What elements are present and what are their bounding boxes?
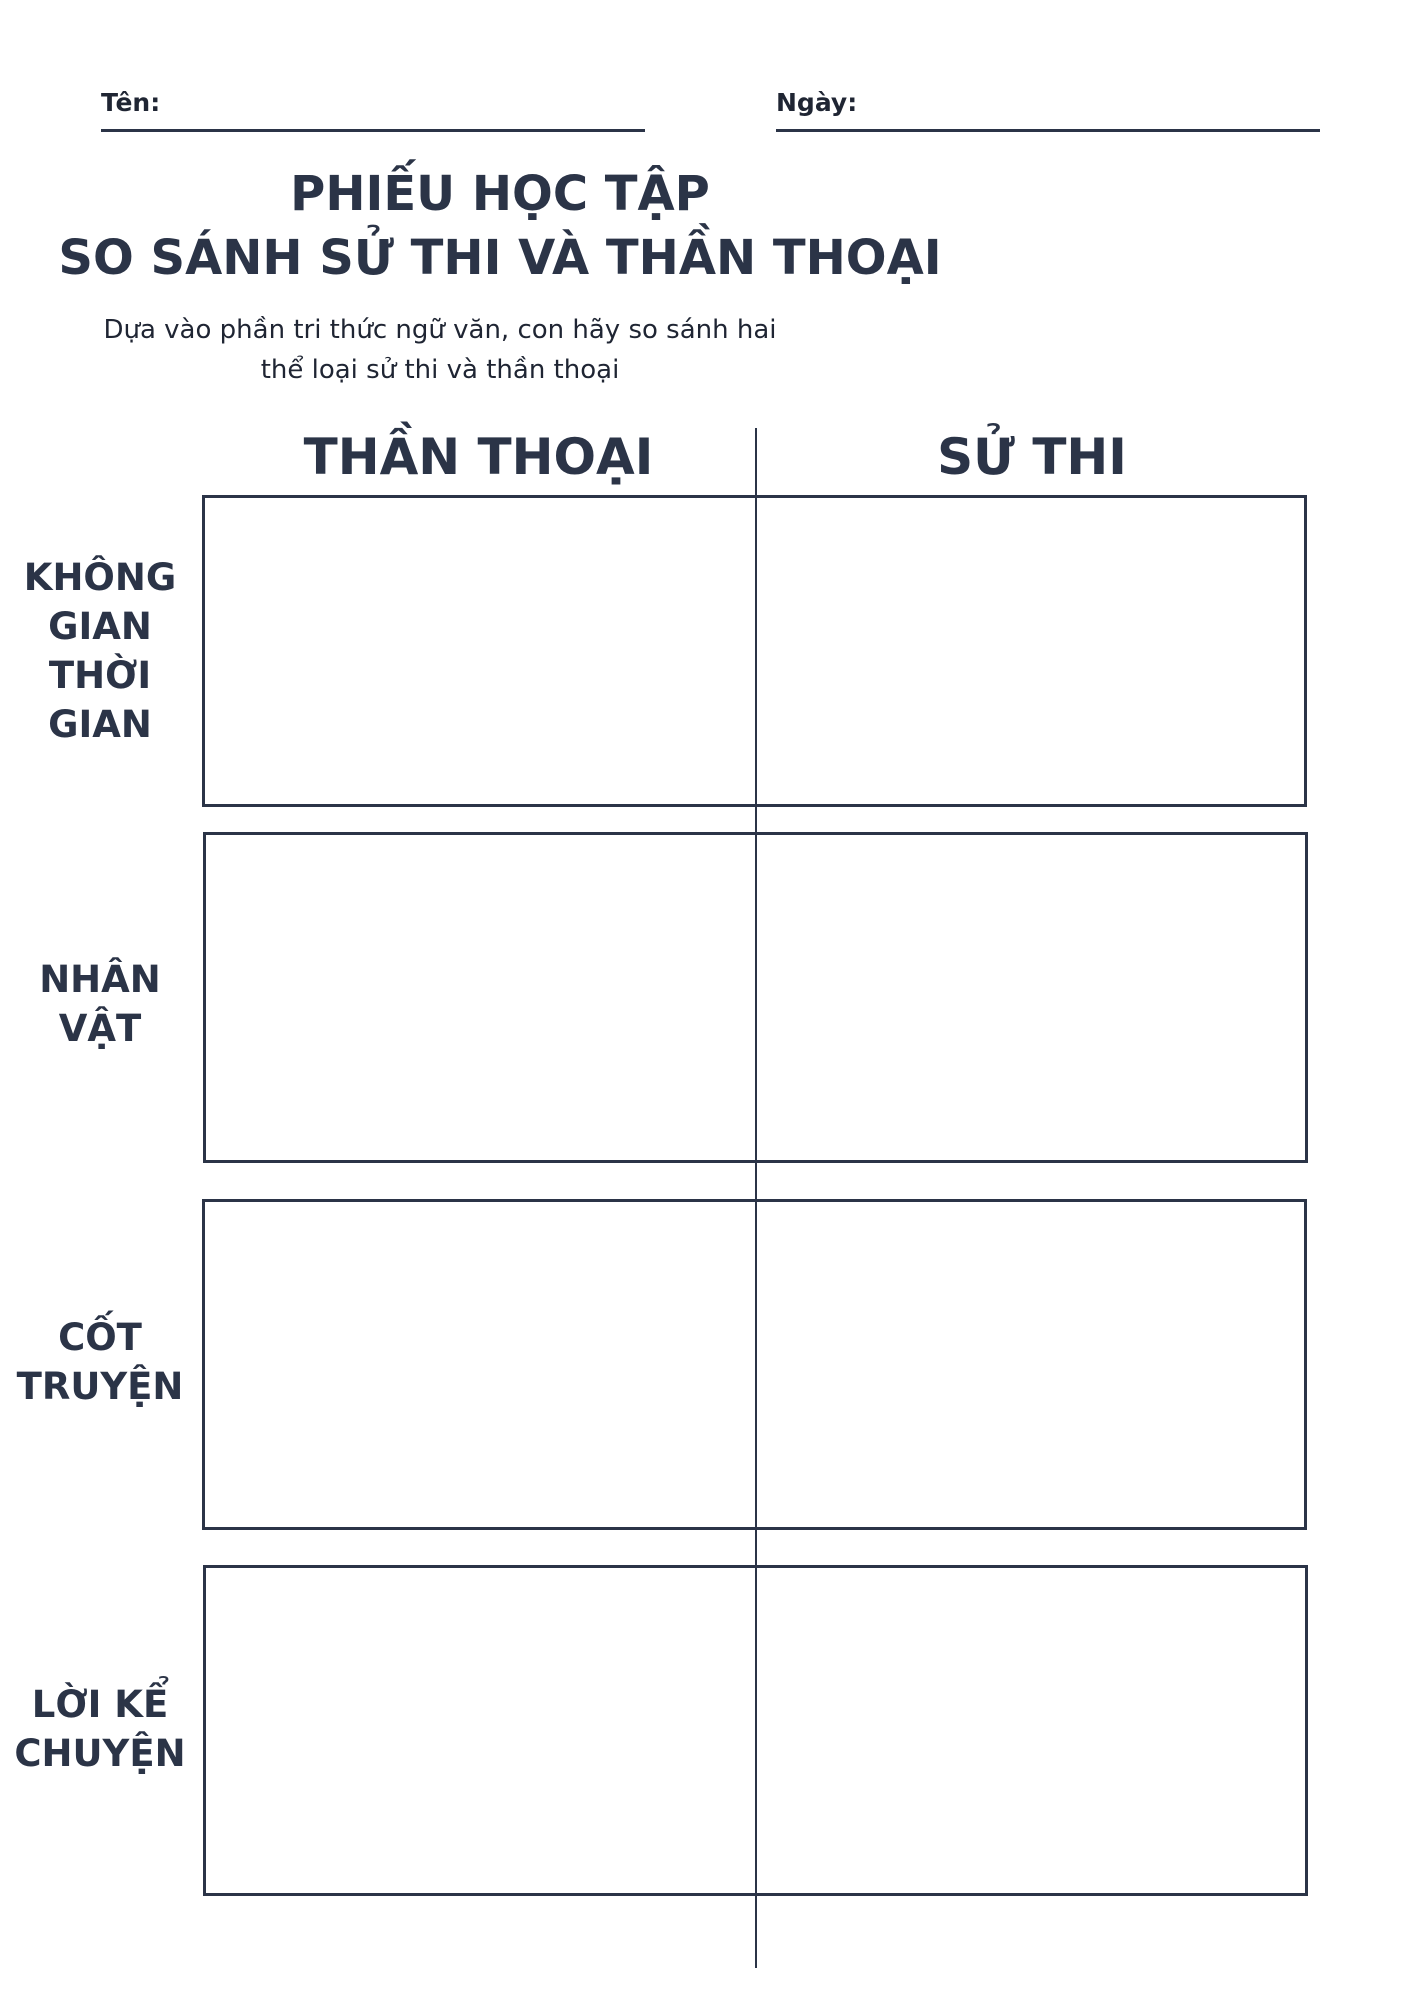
row-label-khong-gian-thoi-gian: KHÔNG GIAN THỜI GIAN	[23, 556, 177, 746]
answer-box-nhan-vat[interactable]	[203, 832, 1308, 1163]
name-input-line[interactable]	[101, 129, 645, 132]
column-header-su-thi: SỬ THI	[937, 428, 1127, 486]
title-line-2: SO SÁNH SỬ THI VÀ THẦN THOẠI	[58, 230, 942, 286]
answer-box-loi-ke-chuyen[interactable]	[203, 1565, 1308, 1896]
date-input-line[interactable]	[776, 129, 1320, 132]
instructions-line-2: thể loại sử thi và thần thoại	[260, 355, 620, 385]
row-label-cot-truyen: CỐT TRUYỆN	[16, 1316, 184, 1408]
date-label: Ngày:	[776, 88, 858, 117]
instructions	[70, 310, 810, 390]
answer-box-khong-gian-thoi-gian[interactable]	[202, 495, 1307, 807]
instructions-line-1: Dựa vào phần tri thức ngữ văn, con hãy so sánh hai	[103, 315, 777, 345]
name-label: Tên:	[101, 88, 161, 117]
title-line-1: PHIẾU HỌC TẬP	[290, 166, 710, 222]
column-header-than-thoai: THẦN THOẠI	[303, 428, 654, 486]
answer-box-cot-truyen[interactable]	[202, 1199, 1307, 1530]
worksheet-title	[0, 162, 1000, 290]
row-label-loi-ke-chuyen: LỜI KỂ CHUYỆN	[14, 1683, 186, 1775]
row-label-nhan-vat: NHÂN VẬT	[39, 958, 161, 1050]
